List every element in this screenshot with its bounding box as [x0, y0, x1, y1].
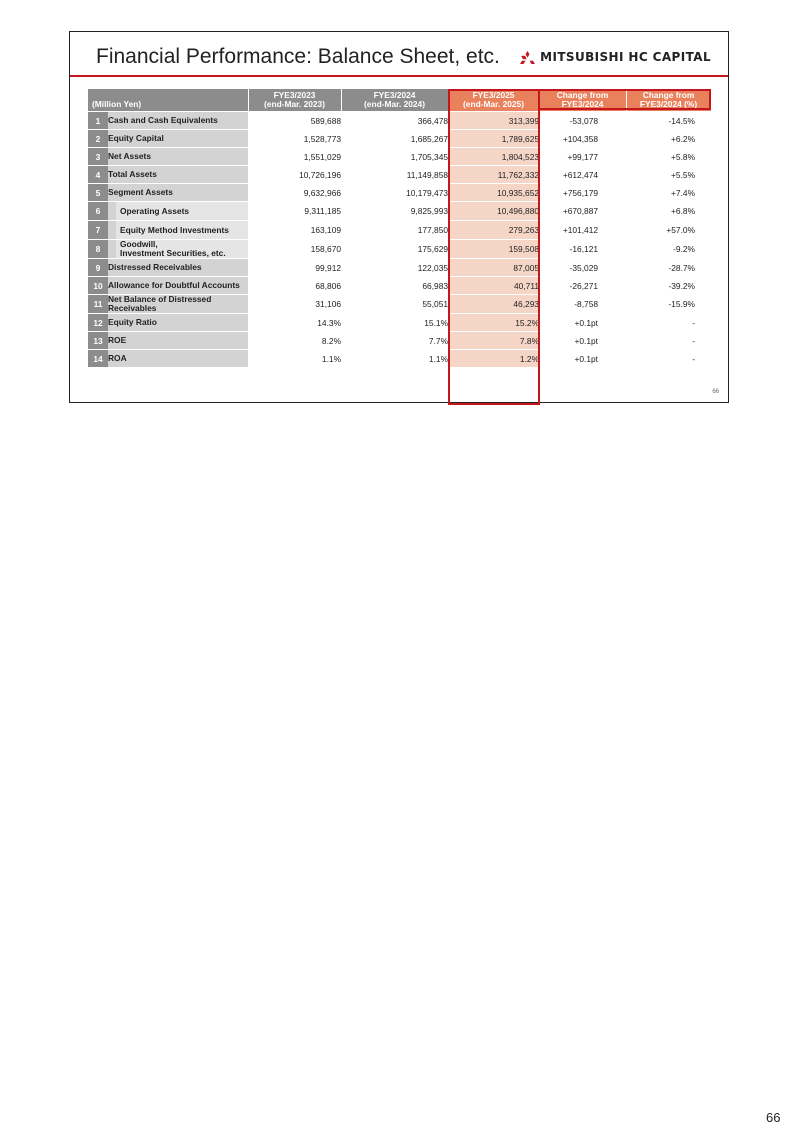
value-change-pct: -: [626, 350, 711, 368]
table-row: [88, 314, 711, 332]
row-number: 11: [88, 295, 108, 314]
table-header-row: [88, 89, 711, 112]
table-row: [88, 148, 711, 166]
row-number: 4: [88, 166, 108, 184]
value-fye2025: 159,508: [448, 240, 539, 259]
value-fye2024: 1.1%: [341, 350, 448, 368]
company-logo: [520, 50, 711, 64]
value-change-pct: +57.0%: [626, 221, 711, 240]
col-header-fye2023: FYE3/2023 (end-Mar. 2023): [248, 89, 341, 112]
row-label: Segment Assets: [108, 184, 248, 202]
value-change: +0.1pt: [539, 332, 626, 350]
value-change-pct: +5.8%: [626, 148, 711, 166]
table-row: [88, 130, 711, 148]
value-fye2024: 10,179,473: [341, 184, 448, 202]
value-fye2023: 8.2%: [248, 332, 341, 350]
row-number: 13: [88, 332, 108, 350]
row-number: 2: [88, 130, 108, 148]
row-number: 6: [88, 202, 108, 221]
slide-page-number: 66: [712, 389, 719, 395]
value-fye2024: 1,705,345: [341, 148, 448, 166]
table-row: [88, 184, 711, 202]
value-fye2023: 31,106: [248, 295, 341, 314]
value-fye2024: 15.1%: [341, 314, 448, 332]
value-change-pct: -: [626, 314, 711, 332]
row-label: Allowance for Doubtful Accounts: [108, 277, 248, 295]
row-number: 10: [88, 277, 108, 295]
row-number: 1: [88, 112, 108, 130]
value-change-pct: -39.2%: [626, 277, 711, 295]
value-fye2024: 122,035: [341, 259, 448, 277]
value-fye2023: 163,109: [248, 221, 341, 240]
balance-sheet-table: [88, 89, 712, 368]
value-fye2024: 66,983: [341, 277, 448, 295]
value-change: +756,179: [539, 184, 626, 202]
value-change-pct: -28.7%: [626, 259, 711, 277]
value-fye2025: 46,293: [448, 295, 539, 314]
value-change-pct: +6.8%: [626, 202, 711, 221]
value-fye2023: 14.3%: [248, 314, 341, 332]
table-row: [88, 350, 711, 368]
row-label: Distressed Receivables: [108, 259, 248, 277]
page-title: Financial Performance: Balance Sheet, etc.: [96, 45, 500, 68]
value-change-pct: -14.5%: [626, 112, 711, 130]
col-header-change: Change from FYE3/2024: [539, 89, 626, 112]
unit-label: (Million Yen): [88, 89, 248, 112]
value-change-pct: -15.9%: [626, 295, 711, 314]
table-row: [88, 221, 711, 240]
value-change: +104,358: [539, 130, 626, 148]
row-label: Equity Capital: [108, 130, 248, 148]
table-row: [88, 277, 711, 295]
value-change: +101,412: [539, 221, 626, 240]
value-fye2023: 1,551,029: [248, 148, 341, 166]
table-row: [88, 295, 711, 314]
value-change: +0.1pt: [539, 350, 626, 368]
value-fye2025: 1,804,523: [448, 148, 539, 166]
three-diamonds-icon: [520, 51, 535, 64]
row-number: 9: [88, 259, 108, 277]
value-fye2025: 87,005: [448, 259, 539, 277]
value-change-pct: +5.5%: [626, 166, 711, 184]
page-number: 66: [766, 1110, 781, 1125]
row-number: 8: [88, 240, 108, 259]
value-fye2024: 9,825,993: [341, 202, 448, 221]
value-fye2025: 313,399: [448, 112, 539, 130]
value-fye2024: 366,478: [341, 112, 448, 130]
table-row: [88, 166, 711, 184]
table-row: [88, 202, 711, 221]
row-label: Goodwill, Investment Securities, etc.: [108, 240, 248, 259]
row-label: Net Balance of Distressed Receivables: [108, 295, 248, 314]
value-change-pct: +7.4%: [626, 184, 711, 202]
value-fye2023: 589,688: [248, 112, 341, 130]
value-fye2023: 99,912: [248, 259, 341, 277]
value-change-pct: +6.2%: [626, 130, 711, 148]
value-fye2025: 10,935,652: [448, 184, 539, 202]
row-number: 12: [88, 314, 108, 332]
row-number: 7: [88, 221, 108, 240]
value-fye2024: 175,629: [341, 240, 448, 259]
value-fye2025: 10,496,880: [448, 202, 539, 221]
value-change: +99,177: [539, 148, 626, 166]
value-fye2025: 11,762,332: [448, 166, 539, 184]
value-fye2023: 1,528,773: [248, 130, 341, 148]
value-change: +0.1pt: [539, 314, 626, 332]
value-fye2023: 158,670: [248, 240, 341, 259]
value-change: -16,121: [539, 240, 626, 259]
value-change: -8,758: [539, 295, 626, 314]
row-label: ROA: [108, 350, 248, 368]
row-label: Total Assets: [108, 166, 248, 184]
table-row: [88, 240, 711, 259]
value-fye2025: 7.8%: [448, 332, 539, 350]
value-fye2023: 68,806: [248, 277, 341, 295]
row-label: ROE: [108, 332, 248, 350]
col-header-change-pct: Change from FYE3/2024 (%): [626, 89, 711, 112]
balance-sheet-table-wrap: [88, 89, 711, 368]
col-header-fye2024: FYE3/2024 (end-Mar. 2024): [341, 89, 448, 112]
value-fye2024: 11,149,858: [341, 166, 448, 184]
col-header-fye2025: FYE3/2025 (end-Mar. 2025): [448, 89, 539, 112]
logo-text: MITSUBISHI HC CAPITAL: [540, 50, 711, 64]
value-fye2025: 15.2%: [448, 314, 539, 332]
value-fye2023: 10,726,196: [248, 166, 341, 184]
value-change-pct: -: [626, 332, 711, 350]
value-fye2024: 1,685,267: [341, 130, 448, 148]
value-change: +670,887: [539, 202, 626, 221]
title-divider: [70, 75, 728, 77]
value-change: +612,474: [539, 166, 626, 184]
value-change: -35,029: [539, 259, 626, 277]
value-change-pct: -9.2%: [626, 240, 711, 259]
value-fye2023: 9,632,966: [248, 184, 341, 202]
row-number: 5: [88, 184, 108, 202]
table-row: [88, 259, 711, 277]
value-fye2024: 177,850: [341, 221, 448, 240]
value-fye2024: 7.7%: [341, 332, 448, 350]
slide-frame: [69, 31, 729, 403]
table-row: [88, 112, 711, 130]
row-number: 14: [88, 350, 108, 368]
row-label: Equity Ratio: [108, 314, 248, 332]
value-fye2025: 40,711: [448, 277, 539, 295]
value-fye2025: 1.2%: [448, 350, 539, 368]
row-label: Equity Method Investments: [108, 221, 248, 240]
row-label: Cash and Cash Equivalents: [108, 112, 248, 130]
table-row: [88, 332, 711, 350]
row-label: Net Assets: [108, 148, 248, 166]
row-number: 3: [88, 148, 108, 166]
value-fye2024: 55,051: [341, 295, 448, 314]
value-fye2025: 279,263: [448, 221, 539, 240]
value-fye2023: 9,311,185: [248, 202, 341, 221]
value-fye2023: 1.1%: [248, 350, 341, 368]
row-label: Operating Assets: [108, 202, 248, 221]
value-fye2025: 1,789,625: [448, 130, 539, 148]
value-change: -26,271: [539, 277, 626, 295]
value-change: -53,078: [539, 112, 626, 130]
